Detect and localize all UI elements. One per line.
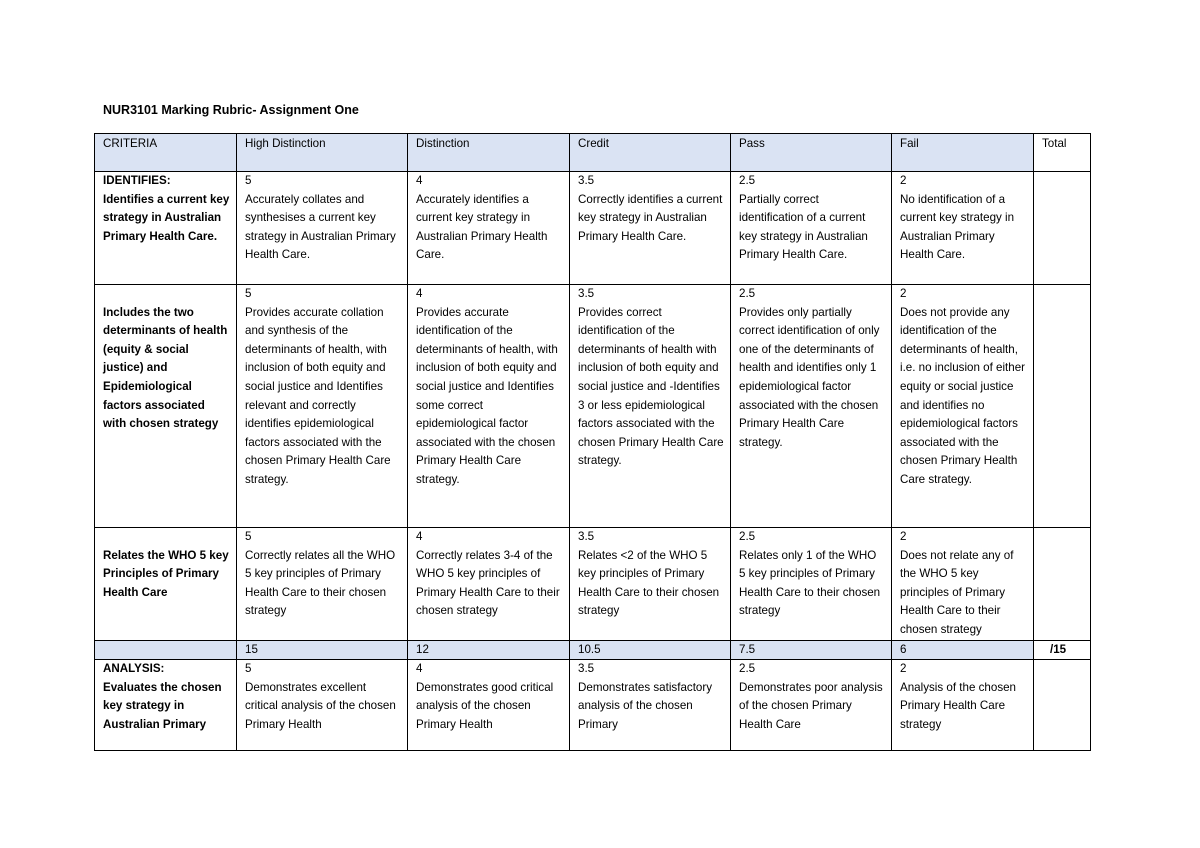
- header-fail: Fail: [892, 134, 1034, 172]
- score-value: 4: [416, 287, 423, 300]
- header-pass: Pass: [731, 134, 892, 172]
- grade-description: Relates only 1 of the WHO 5 key principles of Primary Health Care to their chosen strategy: [739, 548, 881, 618]
- score-value: 3.5: [578, 287, 595, 300]
- header-credit: Credit: [570, 134, 731, 172]
- grade-cell-distinction: [408, 528, 570, 641]
- grade-description: Does not provide any identification of the determinants of health, i.e. no inclusion of either equity or social justice and identifies no epidemiological factors associated with the chosen Primary Health Care strategy.: [900, 305, 1026, 486]
- score-value: 2.5: [739, 287, 756, 300]
- total-cell: [1034, 285, 1091, 528]
- grade-cell-high-distinction: [237, 660, 408, 751]
- subtotal-row: [95, 641, 1091, 660]
- total-cell: [1034, 172, 1091, 285]
- grade-cell-distinction: [408, 285, 570, 528]
- score-value: 3.5: [578, 530, 595, 543]
- grade-cell-fail: [892, 285, 1034, 528]
- score-value: 2: [900, 530, 907, 543]
- grade-description: Provides correct identification of the determinants of health with inclusion of both equity and social justice and -Identifies 3 or less epidemiological factors associated with the chosen Primary Health Care strategy.: [578, 305, 724, 468]
- grade-description: Demonstrates good critical analysis of the chosen Primary Health: [416, 680, 554, 731]
- header-criteria: CRITERIA: [95, 134, 237, 172]
- score-value: 3.5: [578, 662, 595, 675]
- grade-description: Demonstrates satisfactory analysis of the chosen Primary: [578, 680, 713, 731]
- grade-description: Correctly identifies a current key strategy in Australian Primary Health Care.: [578, 192, 723, 243]
- score-value: 4: [416, 530, 423, 543]
- grade-cell-pass: [731, 172, 892, 285]
- criterion-cell: [95, 660, 237, 751]
- document-title: NUR3101 Marking Rubric- Assignment One: [103, 103, 359, 117]
- criterion-description: Identifies a current key strategy in Australian Primary Health Care.: [103, 192, 230, 243]
- score-value: 2.5: [739, 662, 756, 675]
- grade-cell-pass: [731, 660, 892, 751]
- grade-cell-distinction: [408, 172, 570, 285]
- table-header-row: [95, 134, 1091, 172]
- grade-description: Partially correct identification of a current key strategy in Australian Primary Health Care.: [739, 192, 868, 262]
- grade-cell-fail: [892, 528, 1034, 641]
- score-value: 2: [900, 174, 907, 187]
- header-distinction: Distinction: [408, 134, 570, 172]
- grade-description: Provides accurate collation and synthesis of the determinants of health, with inclusion of both equity and social justice and Identifies relevant and correctly identifies epidemiological factors associated with the chosen Primary Health Care strategy.: [245, 305, 391, 486]
- grade-description: Provides accurate identification of the determinants of health, with inclusion of both equity and social justice and Identifies some correct epidemiological factor associated with the chosen Primary Health Care strategy.: [416, 305, 558, 486]
- grade-description: Accurately collates and synthesises a current key strategy in Australian Primary Health Care.: [245, 192, 396, 262]
- score-value: 2: [900, 662, 907, 675]
- criterion-title: ANALYSIS:: [103, 662, 165, 675]
- score-value: 4: [416, 174, 423, 187]
- score-value: 5: [245, 662, 252, 675]
- score-value: 5: [245, 174, 252, 187]
- grade-description: No identification of a current key strategy in Australian Primary Health Care.: [900, 192, 1015, 262]
- table-row: [95, 528, 1091, 641]
- grade-cell-fail: [892, 660, 1034, 751]
- criterion-cell: [95, 285, 237, 528]
- grade-description: Relates <2 of the WHO 5 key principles of Primary Health Care to their chosen strategy: [578, 548, 720, 618]
- criterion-description: Includes the two determinants of health (equity & social justice) and Epidemiological factors associated with chosen strategy: [103, 305, 228, 431]
- score-value: 5: [245, 530, 252, 543]
- subtotal-label-cell: [95, 641, 237, 660]
- grade-cell-credit: [570, 660, 731, 751]
- grade-description: Analysis of the chosen Primary Health Care strategy: [900, 680, 1017, 731]
- header-total: Total: [1034, 134, 1091, 172]
- grade-description: Does not relate any of the WHO 5 key principles of Primary Health Care to their chosen strategy: [900, 548, 1014, 636]
- criterion-description: Evaluates the chosen key strategy in Australian Primary: [103, 680, 222, 731]
- grade-description: Demonstrates poor analysis of the chosen Primary Health Care: [739, 680, 883, 731]
- score-value: 5: [245, 287, 252, 300]
- criterion-title: IDENTIFIES:: [103, 174, 171, 187]
- grade-description: Provides only partially correct identification of only one of the determinants of health and identifies only 1 epidemiological factor associated with the chosen Primary Health Care strategy.: [739, 305, 880, 449]
- grade-cell-pass: [731, 285, 892, 528]
- grade-cell-distinction: [408, 660, 570, 751]
- grade-cell-fail: [892, 172, 1034, 285]
- total-cell: [1034, 660, 1091, 751]
- criterion-cell: [95, 172, 237, 285]
- grade-description: Correctly relates 3-4 of the WHO 5 key principles of Primary Health Care to their chosen strategy: [416, 548, 560, 618]
- score-value: 3.5: [578, 174, 595, 187]
- marking-rubric-table: [94, 133, 1091, 751]
- table-row: [95, 285, 1091, 528]
- subtotal-fail: 6: [892, 641, 1034, 660]
- score-value: 2: [900, 287, 907, 300]
- subtotal-high-distinction: 15: [237, 641, 408, 660]
- table-row: [95, 172, 1091, 285]
- criterion-cell: [95, 528, 237, 641]
- subtotal-credit: 10.5: [570, 641, 731, 660]
- subtotal-distinction: 12: [408, 641, 570, 660]
- grade-cell-high-distinction: [237, 528, 408, 641]
- score-value: 2.5: [739, 530, 756, 543]
- grade-cell-credit: [570, 528, 731, 641]
- subtotal-total: /15: [1034, 641, 1091, 660]
- grade-cell-high-distinction: [237, 172, 408, 285]
- grade-description: Correctly relates all the WHO 5 key principles of Primary Health Care to their chosen strategy: [245, 548, 396, 618]
- criterion-description: Relates the WHO 5 key Principles of Primary Health Care: [103, 548, 229, 599]
- grade-cell-credit: [570, 285, 731, 528]
- score-value: 4: [416, 662, 423, 675]
- header-high-distinction: High Distinction: [237, 134, 408, 172]
- subtotal-pass: 7.5: [731, 641, 892, 660]
- grade-cell-high-distinction: [237, 285, 408, 528]
- grade-cell-pass: [731, 528, 892, 641]
- grade-cell-credit: [570, 172, 731, 285]
- grade-description: Accurately identifies a current key strategy in Australian Primary Health Care.: [416, 192, 548, 262]
- grade-description: Demonstrates excellent critical analysis of the chosen Primary Health: [245, 680, 396, 731]
- total-cell: [1034, 528, 1091, 641]
- table-row: [95, 660, 1091, 751]
- score-value: 2.5: [739, 174, 756, 187]
